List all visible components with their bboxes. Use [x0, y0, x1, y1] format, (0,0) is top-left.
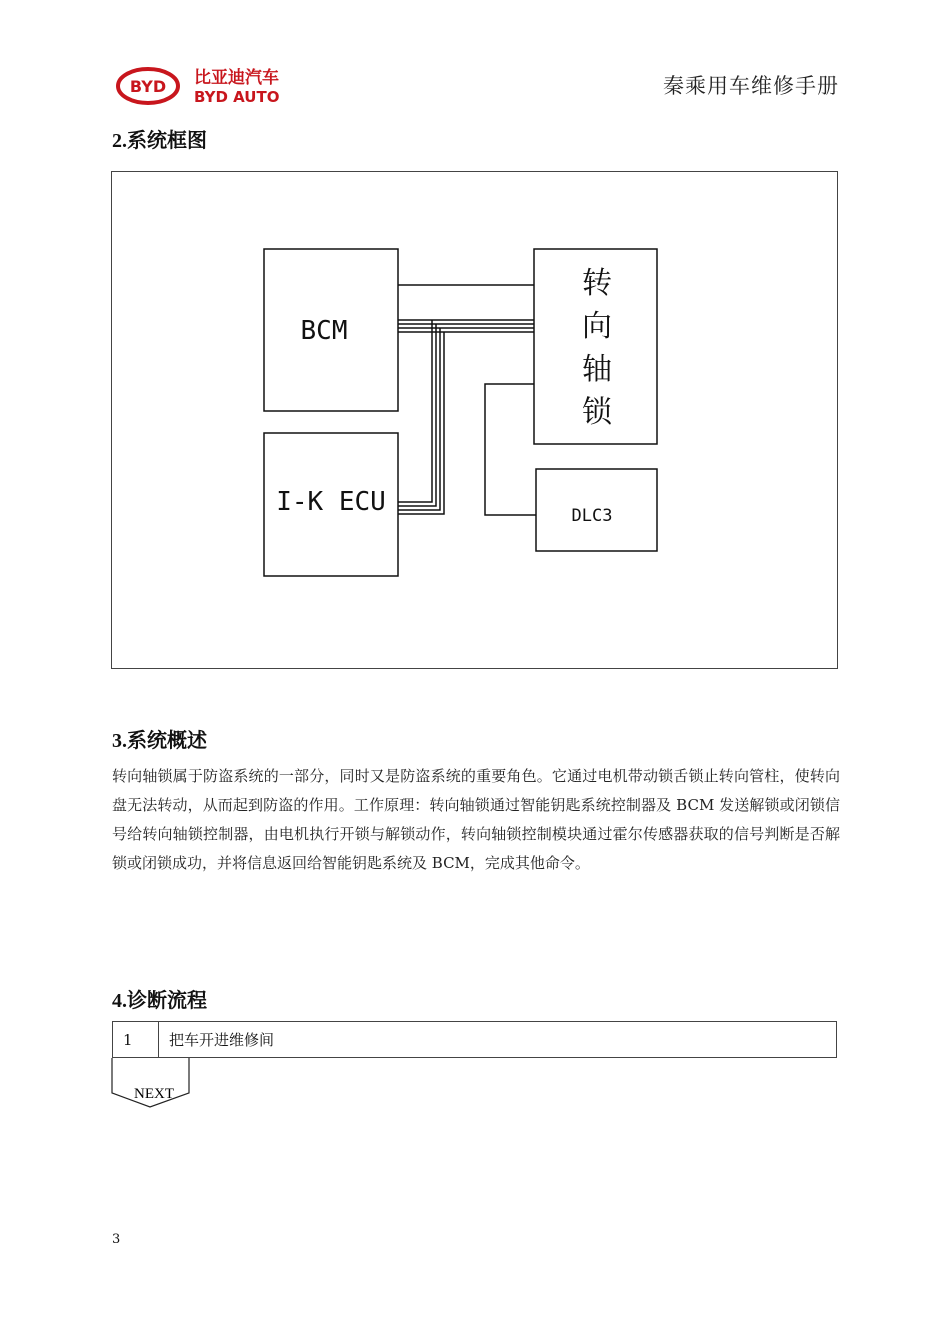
diagnostic-step-row — [112, 1021, 837, 1058]
steering-lock-char-2: 向 — [582, 309, 612, 344]
next-label: NEXT — [134, 1086, 174, 1102]
page-number: 3 — [112, 1232, 121, 1247]
logo-english: BYD AUTO — [194, 88, 280, 106]
section4-heading — [112, 984, 207, 1013]
steering-lock-char-3: 轴 — [582, 352, 612, 387]
lock-dlc3-line — [485, 384, 536, 515]
steering-lock-char-1: 转 — [582, 266, 612, 301]
manual-title: 秦乘用车维修手册 — [663, 74, 839, 98]
section3-title: 系统概述 — [127, 728, 207, 752]
steering-lock-char-4: 锁 — [582, 395, 612, 430]
section3-heading — [112, 724, 207, 753]
ik-ecu-label: I-K ECU — [276, 487, 386, 517]
bcm-label: BCM — [300, 316, 348, 346]
section3-number: 3. — [112, 730, 127, 752]
logo-chinese: 比亚迪汽车 — [194, 68, 279, 88]
section2-title: 系统框图 — [127, 128, 207, 152]
dlc3-label: DLC3 — [571, 506, 613, 526]
section4-title: 诊断流程 — [127, 988, 207, 1012]
system-overview-text: 转向轴锁属于防盗系统的一部分，同时又是防盗系统的重要角色。它通过电机带动锁舌锁止转向管柱，使转向盘无法转动，从而起到防盗的作用。工作原理：转向轴锁通过智能钥匙系统控制器及 BCM 发送解锁或闭锁信号给转向轴锁控制器，由电机执行开锁与解锁动作，转向轴锁控制模块通过霍尔传感器获取的信号判断是否解锁或闭锁成功，并将信息返回给智能钥匙系统及 BCM，完成其他命令。 — [112, 767, 840, 872]
next-step-arrow — [111, 1058, 190, 1108]
step-text: 把车开进维修间 — [169, 1031, 275, 1049]
section4-number: 4. — [112, 990, 127, 1012]
section2-number: 2. — [112, 130, 127, 152]
can-bus-lines — [398, 320, 534, 514]
system-block-diagram — [111, 171, 838, 669]
section2-heading — [112, 124, 207, 153]
byd-logo — [116, 66, 302, 106]
logo-badge: BYD — [129, 77, 167, 96]
step-number: 1 — [113, 1022, 159, 1057]
